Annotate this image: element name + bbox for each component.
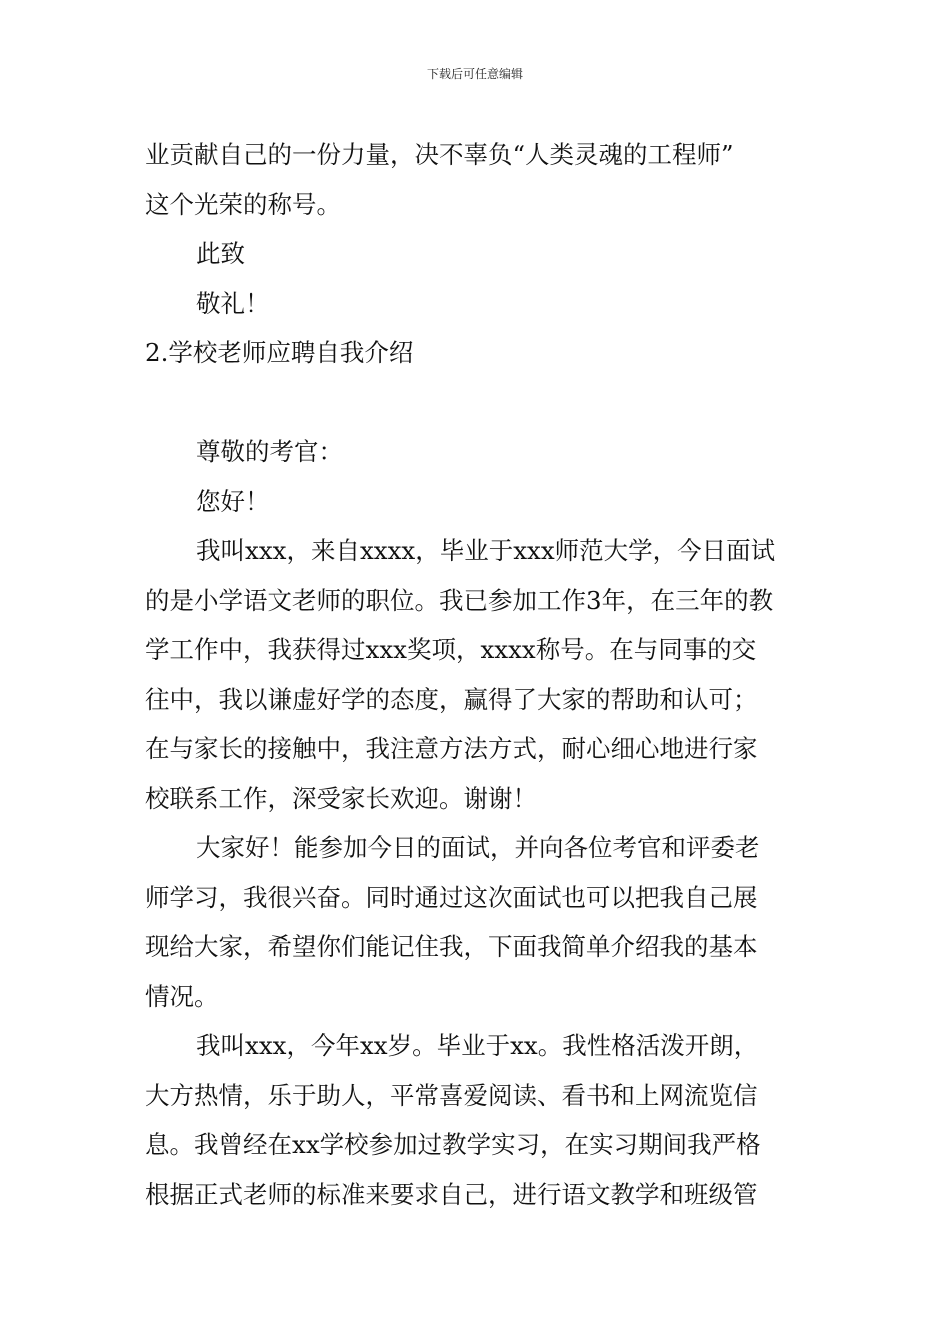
paragraph-line: 往中，我以谦虚好学的态度，赢得了大家的帮助和认可； (145, 684, 758, 714)
section-heading: 2.学校老师应聘自我介绍 (145, 338, 414, 367)
paragraph-line: 根据正式老师的标准来要求自己，进行语文教学和班级管 (145, 1179, 758, 1209)
paragraph-line: 大家好！能参加今日的面试，并向各位考官和评委老 (196, 833, 760, 862)
paragraph-line: 学工作中，我获得过xxx奖项，xxxx称号。在与同事的交 (145, 635, 757, 664)
text-line: 业贡献自己的一份力量，决不辜负“人类灵魂的工程师” (145, 140, 734, 169)
blank-line (145, 378, 807, 428)
greeting-line: 您好！ (196, 486, 270, 516)
paragraph-line: 情况。 (145, 981, 219, 1011)
closing-regards: 敬礼！ (196, 288, 270, 318)
paragraph-line: 大方热情，乐于助人，平常喜爱阅读、看书和上网流览信 (145, 1080, 758, 1110)
paragraph-line: 现给大家，希望你们能记住我，下面我简单介绍我的基本 (145, 932, 758, 961)
paragraph-line: 在与家长的接触中，我注意方法方式，耐心细心地进行家 (145, 734, 758, 763)
greeting-line: 尊敬的考官： (196, 437, 343, 466)
paragraph-line: 息。我曾经在xx学校参加过教学实习，在实习期间我严格 (145, 1130, 761, 1159)
document-body (145, 130, 807, 1219)
paragraph-line: 我叫xxx，来自xxxx，毕业于xxx师范大学，今日面试 (196, 536, 776, 565)
paragraph-line: 师学习，我很兴奋。同时通过这次面试也可以把我自己展 (145, 882, 758, 912)
paragraph-line: 校联系工作，深受家长欢迎。谢谢！ (145, 783, 537, 813)
closing-salutation: 此致 (196, 239, 245, 268)
paragraph-line: 的是小学语文老师的职位。我已参加工作3年，在三年的教 (145, 585, 774, 615)
page-header: 下载后可任意编辑 (426, 67, 523, 81)
text-line: 这个光荣的称号。 (145, 189, 341, 219)
paragraph-line: 我叫xxx，今年xx岁。毕业于xx。我性格活泼开朗， (196, 1031, 759, 1060)
